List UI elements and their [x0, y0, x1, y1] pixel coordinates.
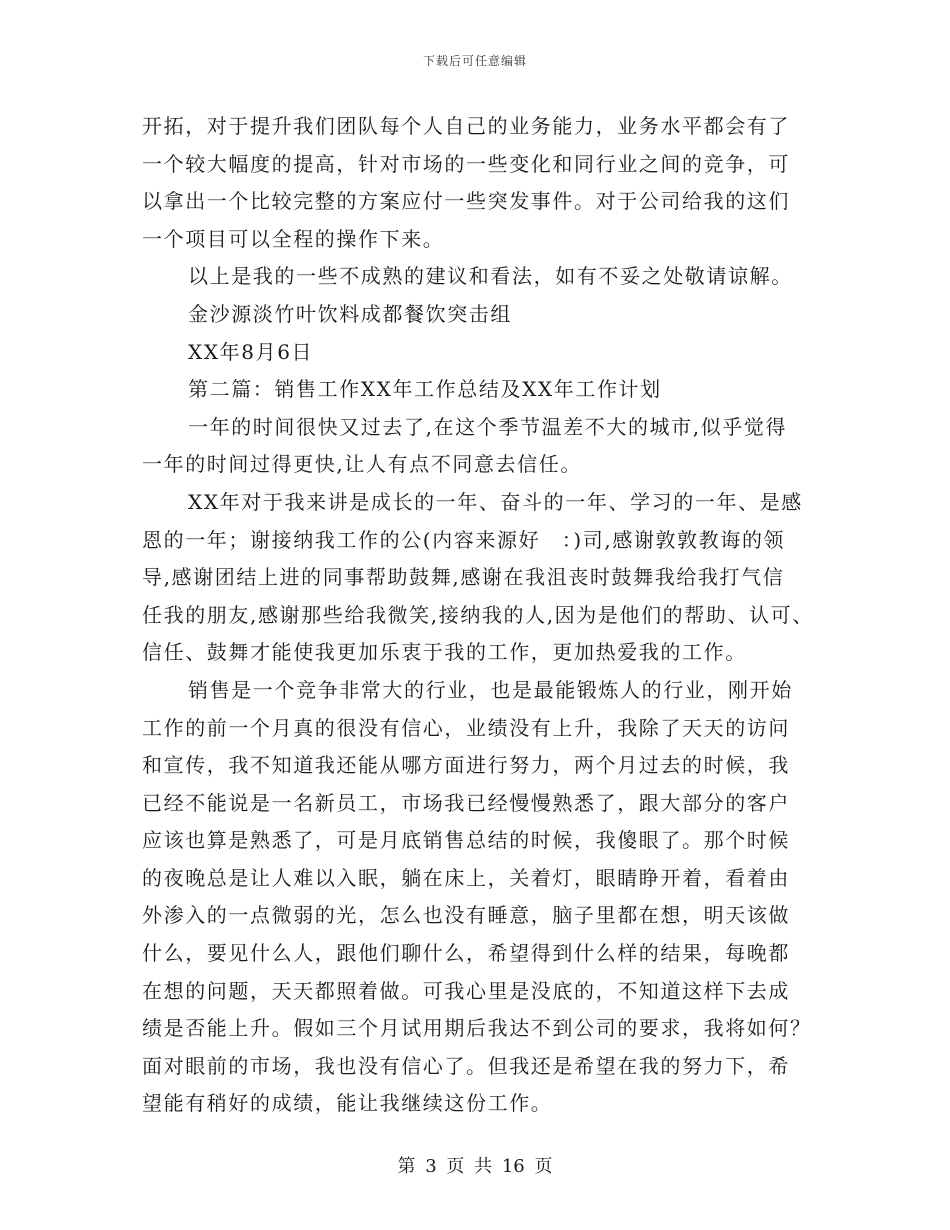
text-line: 以上是我的一些不成熟的建议和看法，如有不妥之处敬请谅解。 — [188, 264, 793, 289]
text-line: 工作的前一个月真的很没有信心，业绩没有上升，我除了天天的访问 — [142, 715, 790, 740]
text-line: 已经不能说是一名新员工，市场我已经慢慢熟悉了，跟大部分的客户 — [142, 790, 790, 815]
text-line: 望能有稍好的成绩，能让我继续这份工作。 — [142, 1091, 553, 1116]
text-line: 恩的一年；谢接纳我工作的公(内容来源好 ：)司,感谢敦敦教诲的领 — [142, 527, 786, 552]
text-line: 在想的问题，天天都照着做。可我心里是没底的，不知道这样下去成 — [142, 978, 790, 1003]
text-line: 一个较大幅度的提高，针对市场的一些变化和同行业之间的竞争，可 — [142, 151, 790, 176]
section-title: 第二篇：销售工作XX年工作总结及XX年工作计划 — [188, 377, 662, 402]
text-line: 什么，要见什么人，跟他们聊什么，希望得到什么样的结果，每晚都 — [142, 941, 790, 966]
text-line: 一年的时间很快又过去了,在这个季节温差不大的城市,似乎觉得 — [188, 414, 788, 439]
text-line: XX年对于我来讲是成长的一年、奋斗的一年、学习的一年、是感 — [188, 489, 803, 514]
text-line: 任我的朋友,感谢那些给我微笑,接纳我的人,因为是他们的帮助、认可、 — [142, 602, 814, 627]
text-line: 外渗入的一点微弱的光，怎么也没有睡意，脑子里都在想，明天该做 — [142, 903, 790, 928]
document-body — [142, 108, 832, 1123]
text-line: 销售是一个竞争非常大的行业，也是最能锻炼人的行业，刚开始 — [188, 677, 793, 702]
text-line: 面对眼前的市场，我也没有信心了。但我还是希望在我的努力下，希 — [142, 1053, 790, 1078]
text-line: 开拓，对于提升我们团队每个人自己的业务能力，业务水平都会有了 — [142, 114, 790, 138]
text-line: 一个项目可以全程的操作下来。 — [142, 226, 445, 251]
text-line: 信任、鼓舞才能使我更加乐衷于我的工作，更加热爱我的工作。 — [142, 640, 747, 665]
text-line: 绩是否能上升。假如三个月试用期后我达不到公司的要求，我将如何？ — [142, 1016, 812, 1041]
page-number: 第 3 页 共 16 页 — [397, 1156, 553, 1177]
text-line: 的夜晚总是让人难以入眠，躺在床上，关着灯，眼睛睁开着，看着由 — [142, 865, 790, 890]
text-line: 应该也算是熟悉了，可是月底销售总结的时候，我傻眼了。那个时候 — [142, 828, 790, 853]
text-line: 和宣传，我不知道我还能从哪方面进行努力，两个月过去的时候，我 — [142, 753, 790, 778]
date-line: XX年8月6日 — [188, 339, 314, 364]
text-line: 导,感谢团结上进的同事帮助鼓舞,感谢在我沮丧时鼓舞我给我打气信 — [142, 565, 785, 590]
page-header-note: 下载后可任意编辑 — [422, 54, 527, 68]
text-line: 一年的时间过得更快,让人有点不同意去信任。 — [142, 452, 582, 477]
signature-line: 金沙源淡竹叶饮料成都餐饮突击组 — [188, 301, 512, 326]
text-line: 以拿出一个比较完整的方案应付一些突发事件。对于公司给我的这们 — [142, 189, 790, 214]
